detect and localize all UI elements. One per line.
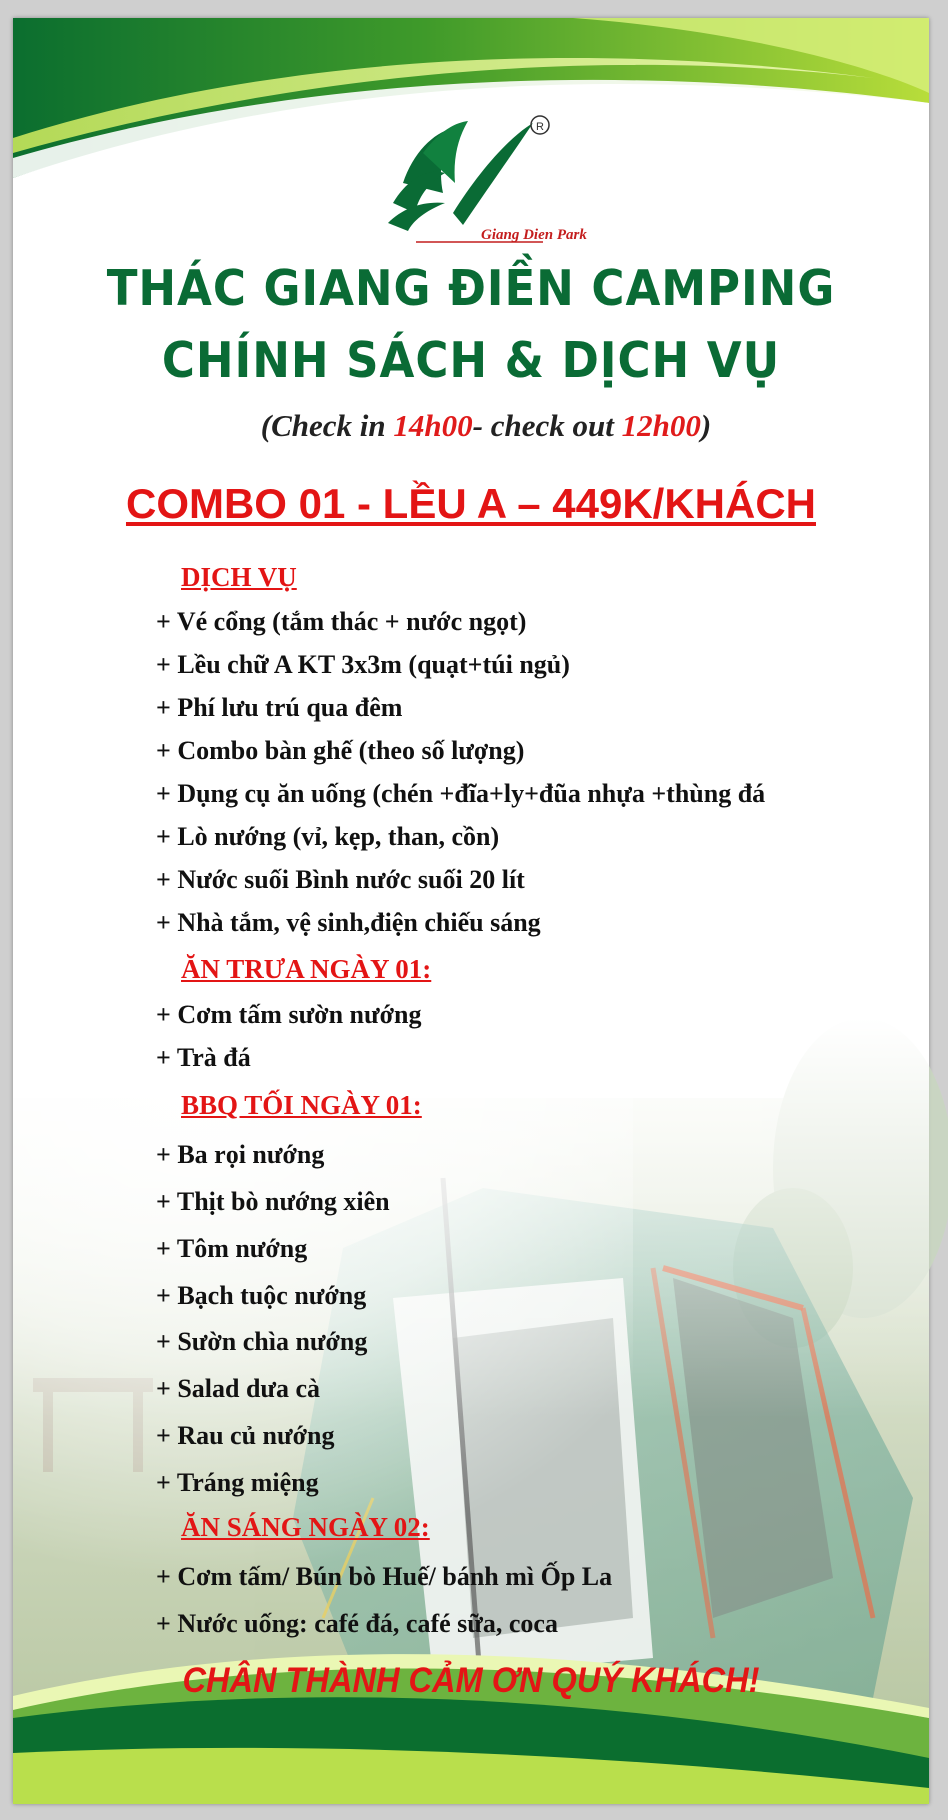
checkout-time: 12h00: [621, 408, 701, 443]
list-item: + Cơm tấm/ Bún bò Huế/ bánh mì Ốp La: [156, 1562, 613, 1591]
list-item: + Trà đá: [156, 1043, 251, 1072]
section-heading-lunch: ĂN TRƯA NGÀY 01:: [181, 954, 432, 984]
list-item: + Cơm tấm sườn nướng: [156, 1000, 422, 1029]
list-item: + Bạch tuộc nướng: [156, 1281, 367, 1310]
svg-text:R: R: [536, 121, 544, 133]
list-item: + Ba rọi nướng: [156, 1140, 325, 1169]
list-item: + Rau củ nướng: [156, 1421, 335, 1450]
book-leaf-icon: [383, 113, 587, 243]
brand-logo: [383, 113, 587, 243]
list-item: + Nước uống: café đá, café sữa, coca: [156, 1609, 558, 1638]
poster: [13, 18, 929, 1804]
logo-text: Giang Dien Park: [481, 227, 587, 243]
list-item: + Nhà tắm, vệ sinh,điện chiếu sáng: [156, 908, 541, 937]
list-item: + Lò nướng (vỉ, kẹp, than, cồn): [156, 822, 500, 851]
list-item: + Tráng miệng: [156, 1468, 319, 1497]
list-item: + Thịt bò nướng xiên: [156, 1187, 390, 1216]
combo-title: COMBO 01 - LỀU A – 449K/KHÁCH: [125, 480, 816, 527]
section-heading-breakfast: ĂN SÁNG NGÀY 02:: [181, 1512, 430, 1542]
list-item: + Lều chữ A KT 3x3m (quạt+túi ngủ): [156, 650, 570, 679]
list-item: + Tôm nướng: [156, 1234, 308, 1263]
list-item: + Dụng cụ ăn uống (chén +đĩa+ly+đũa nhựa +thùng đá: [156, 779, 766, 808]
list-item: + Combo bàn ghế (theo số lượng): [156, 736, 525, 765]
section-heading-bbq: BBQ TỐI NGÀY 01:: [181, 1090, 422, 1120]
title-line-1: THÁC GIANG ĐIỀN CAMPING: [106, 260, 836, 317]
checkin-times: (Check in 14h00- check out 12h00): [260, 408, 712, 443]
list-item: + Nước suối Bình nước suối 20 lít: [156, 865, 525, 894]
list-item: + Vé cổng (tắm thác + nước ngọt): [156, 607, 527, 636]
checkin-time: 14h00: [393, 408, 473, 443]
thank-you-message: CHÂN THÀNH CẢM ƠN QUÝ KHÁCH!: [182, 1661, 760, 1700]
list-item: + Salad dưa cà: [156, 1374, 321, 1403]
title-line-2: CHÍNH SÁCH & DỊCH VỤ: [161, 332, 781, 389]
list-item: + Phí lưu trú qua đêm: [156, 693, 403, 722]
list-item: + Sườn chìa nướng: [156, 1327, 368, 1356]
section-heading-services: DỊCH VỤ: [181, 562, 297, 592]
